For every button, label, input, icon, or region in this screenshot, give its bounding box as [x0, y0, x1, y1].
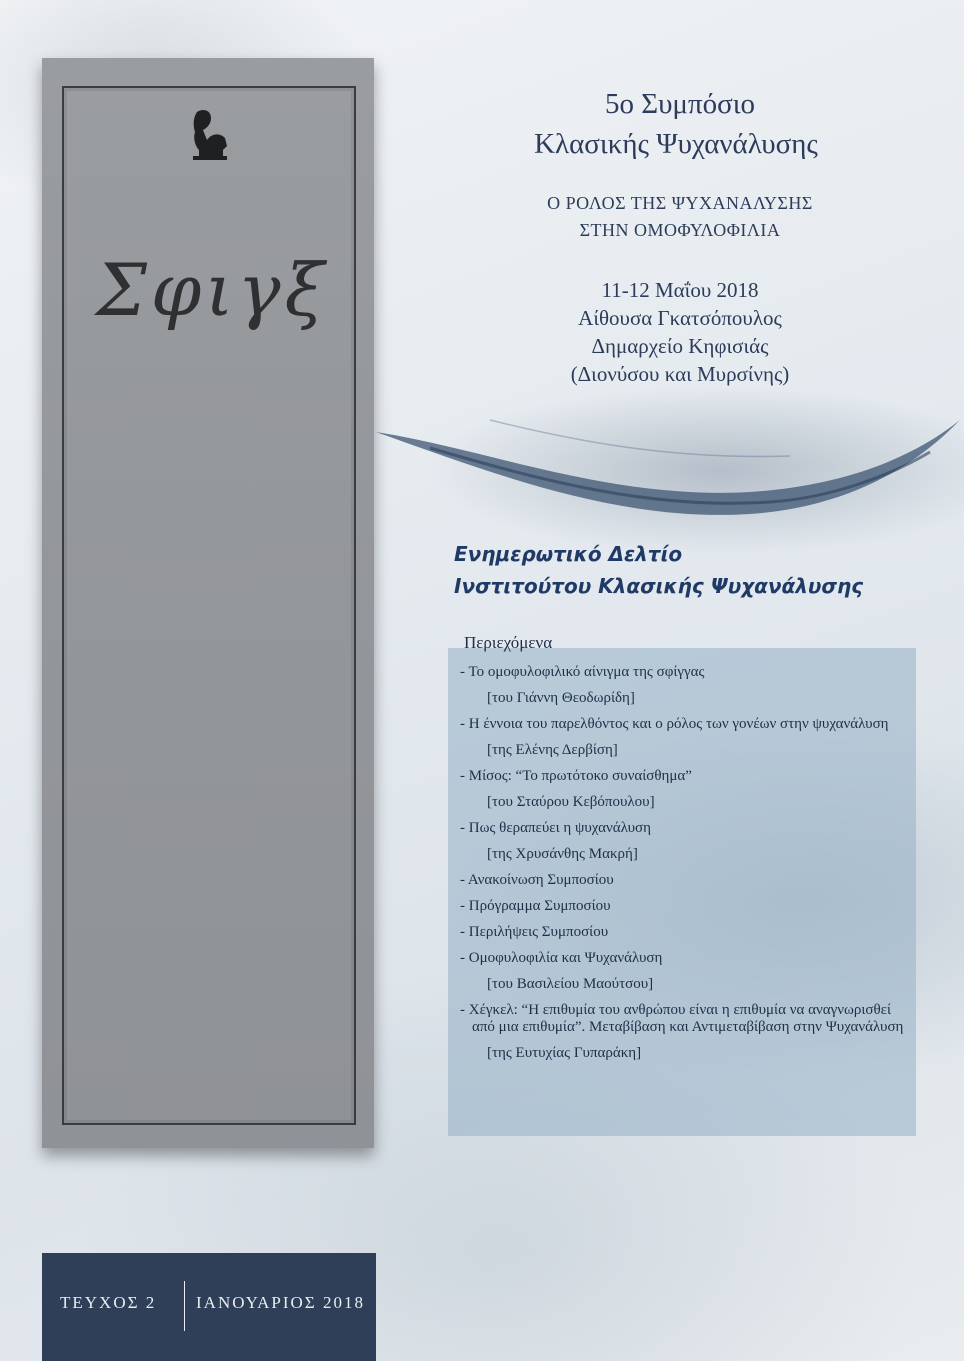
bulletin-title-line1: Ενημερωτικό Δελτίο	[454, 542, 683, 566]
brush-stroke-decoration	[370, 390, 964, 540]
issue-date: ΙΑΝΟΥΑΡΙΟΣ 2018	[196, 1293, 365, 1312]
bulletin-title-line2: Ινστιτούτου Κλασικής Ψυχανάλυσης	[454, 574, 864, 598]
list-item	[460, 716, 910, 759]
article-title: - Πως θεραπεύει η ψυχανάλυση	[460, 820, 651, 836]
list-item	[460, 1002, 910, 1062]
article-author: [της Ελένης Δερβίση]	[487, 742, 618, 758]
list-item	[460, 898, 910, 915]
article-author: [του Βασιλείου Μαούτσου]	[487, 976, 654, 992]
symposium-date: 11-12 Μαΐου 2018	[601, 278, 759, 302]
symposium-address: (Διονύσου και Μυρσίνης)	[570, 362, 790, 386]
left-panel	[42, 58, 374, 1148]
contents-heading: Περιεχόμενα	[464, 633, 553, 652]
magazine-title: Σφιγξ	[96, 248, 329, 332]
panel-frame	[62, 86, 356, 1125]
article-author: [του Σταύρου Κεβόπουλου]	[487, 794, 655, 810]
list-item	[460, 768, 910, 811]
list-item	[460, 820, 910, 863]
article-title: - Ανακοίνωση Συμποσίου	[460, 872, 614, 888]
symposium-name: Κλασικής Ψυχανάλυσης	[534, 128, 818, 160]
article-title: - Χέγκελ: “Η επιθυμία του ανθρώπου είναι η επιθυμία να αναγνωρισθεί από μια επιθυμία”. Μεταβίβαση και Αντιμεταβίβαση στην Ψυχανάλυση	[460, 1002, 904, 1035]
article-title: - Μίσος: “Το πρωτότοκο συναίσθημα”	[460, 768, 692, 784]
article-title: - Η έννοια του παρελθόντος και ο ρόλος των γονέων στην ψυχανάλυση	[460, 716, 889, 732]
list-item	[460, 950, 910, 993]
article-author: [της Χρυσάνθης Μακρή]	[487, 846, 638, 862]
symposium-number: 5ο Συμπόσιο	[604, 88, 756, 120]
symposium-theme-line2: ΣΤΗΝ ΟΜΟΦΥΛΟΦΙΛΙΑ	[579, 220, 781, 240]
issue-bar	[42, 1253, 376, 1361]
list-item	[460, 872, 910, 889]
symposium-place: Δημαρχείο Κηφισιάς	[591, 334, 769, 358]
article-title: - Περιλήψεις Συμποσίου	[460, 924, 609, 940]
list-item	[460, 664, 910, 707]
symposium-theme-line1: Ο ΡΟΛΟΣ ΤΗΣ ΨΥΧΑΝΑΛΥΣΗΣ	[547, 193, 813, 213]
article-author: [του Γιάννη Θεοδωρίδη]	[487, 690, 635, 706]
article-title: - Ομοφυλοφιλία και Ψυχανάλυση	[460, 950, 663, 966]
article-author: [της Ευτυχίας Γυπαράκη]	[487, 1045, 642, 1061]
issue-number: ΤΕΥΧΟΣ 2	[60, 1293, 157, 1312]
article-title: - Το ομοφυλοφιλικό αίνιγμα της σφίγγας	[460, 664, 705, 680]
issue-divider	[184, 1281, 185, 1331]
contents-list	[460, 664, 910, 1071]
article-title: - Πρόγραμμα Συμποσίου	[460, 898, 611, 914]
list-item	[460, 924, 910, 941]
sphinx-icon	[189, 106, 231, 164]
symposium-venue: Αίθουσα Γκατσόπουλος	[578, 306, 782, 330]
